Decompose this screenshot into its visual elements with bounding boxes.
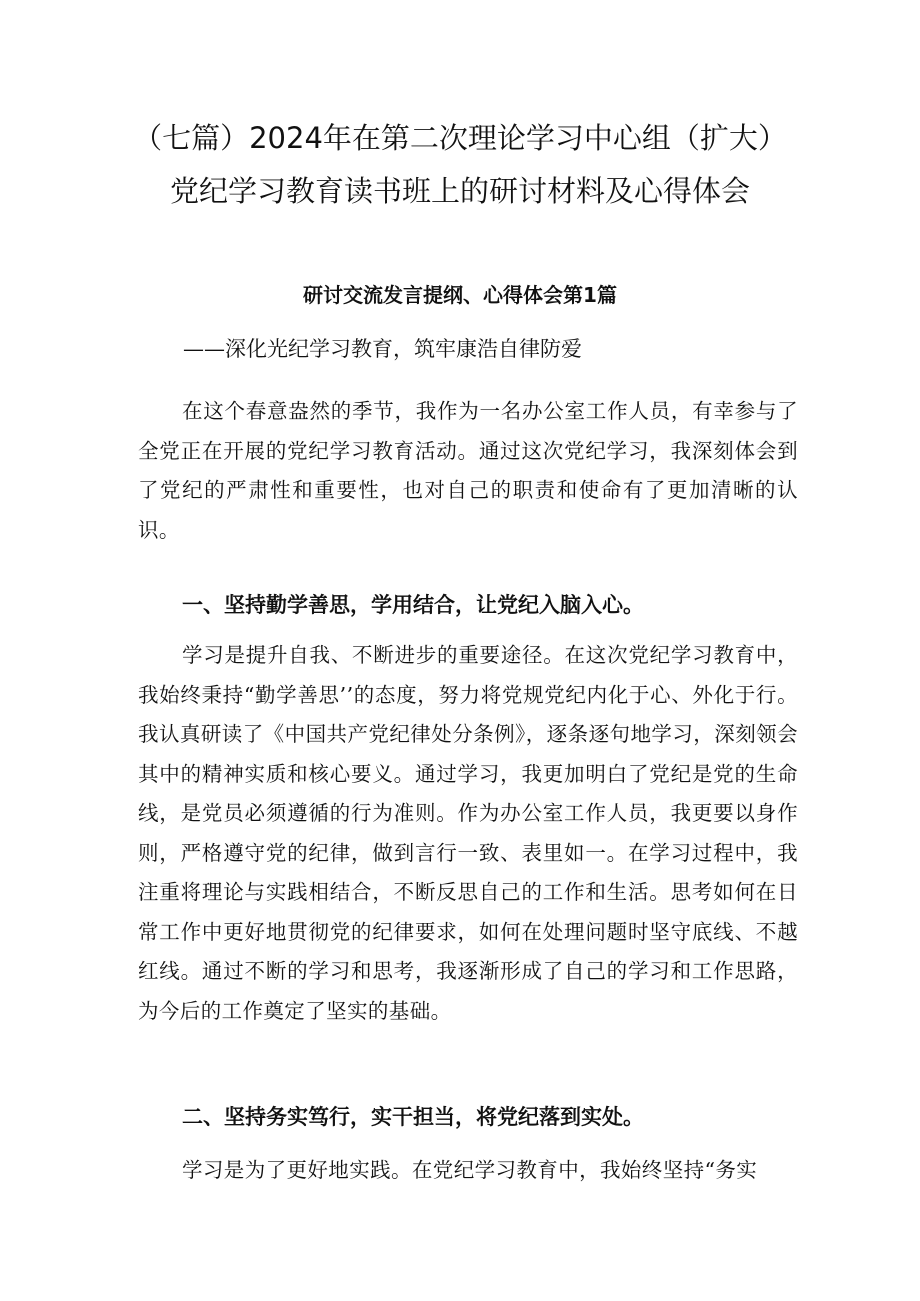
heading-point-one: 一、坚持勤学善思，学用结合，让党纪入脑入心。 [182,593,644,617]
document-title-line-1: （七篇）2024年在第二次理论学习中心组（扩大） [133,121,787,155]
heading-point-two: 二、坚持务实笃行，实干担当，将党纪落到实处。 [182,1105,644,1129]
document-title-line-2: 党纪学习教育读书班上的研讨材料及心得体会 [169,174,750,208]
document-title [60,112,860,218]
paragraph-point-two: 学习是为了更好地实践。在党纪学习教育中，我始终坚持“务实 [182,1158,758,1182]
section-subtitle: ——深化光纪学习教育，筑牢康浩自律防爱 [183,337,582,361]
section-title: 研讨交流发言提纲、心得体会第1篇 [303,283,617,307]
paragraph-point-one: 学习是提升自我、不断进步的重要途径。在这次党纪学习教育中，我始终秉持“勤学善思’’的态度，努力将党规党纪内化于心、外化于行。我认真研读了《中国共产党纪律处分条例》，逐条逐句地学习，深刻领会其中的精神实质和核心要义。通过学习，我更加明白了党纪是党的生命线，是党员必须遵循的行为准则。作为办公室工作人员，我更要以身作则，严格遵守党的纪律，做到言行一致、表里如一。在学习过程中，我注重将理论与实践相结合，不断反思自己的工作和生活。思考如何在日常工作中更好地贯彻党的纪律要求，如何在处理问题时坚守底线、不越红线。通过不断的学习和思考，我逐渐形成了自己的学习和工作思路，为今后的工作奠定了坚实的基础。 [138,643,798,1023]
paragraph-intro: 在这个春意盎然的季节，我作为一名办公室工作人员，有幸参与了全党正在开展的党纪学习教育活动。通过这次党纪学习，我深刻体会到了党纪的严肃性和重要性，也对自己的职责和使命有了更加清晰的认识。 [138,399,798,542]
